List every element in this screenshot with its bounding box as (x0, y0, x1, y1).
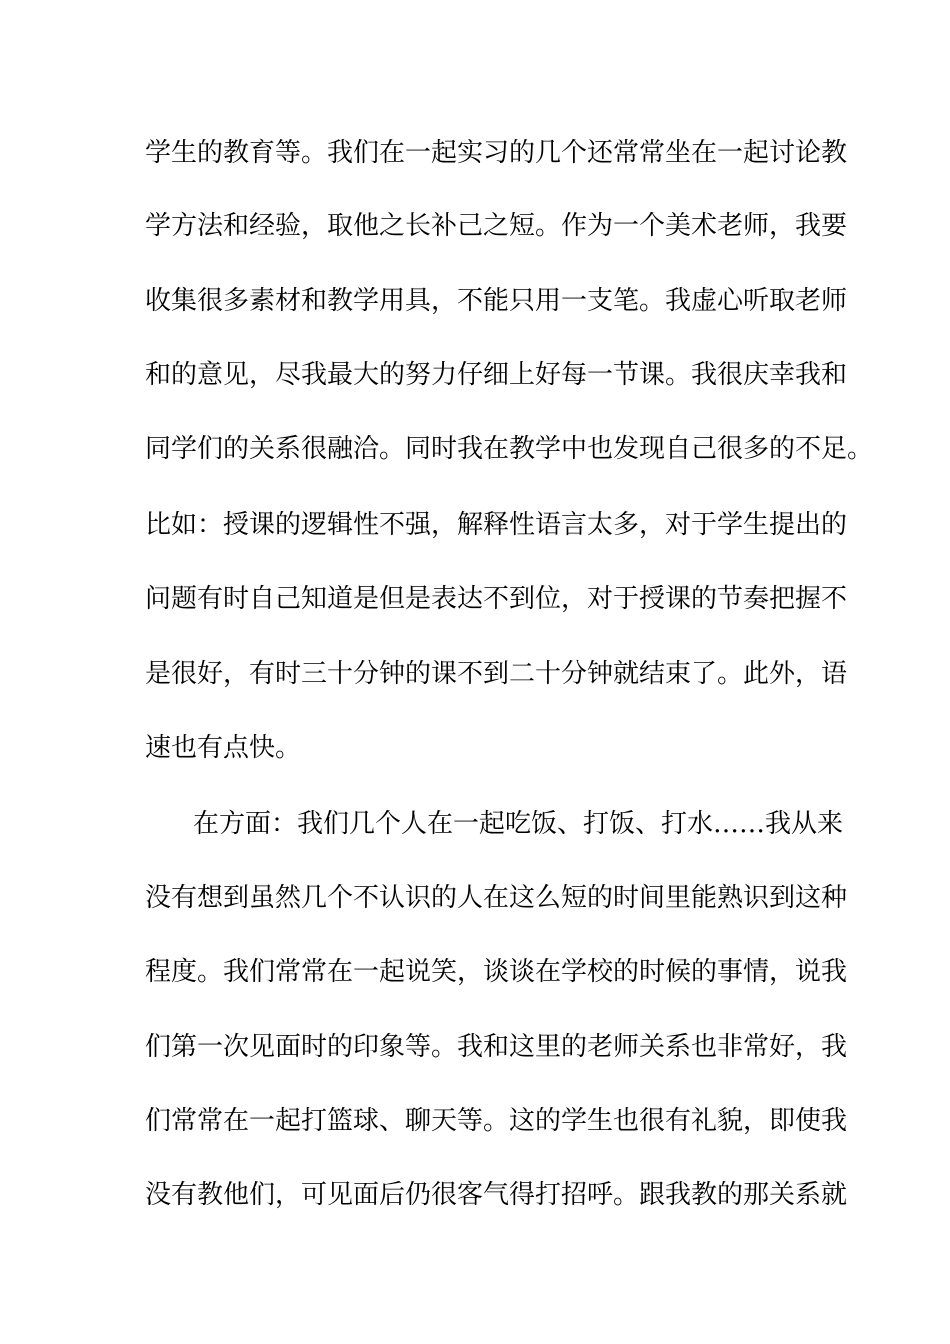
text-line: 没有教他们，可见面后仍很客气得打招呼。跟我教的那关系就 (145, 1180, 848, 1210)
text-line: 是很好，有时三十分钟的课不到二十分钟就结束了。此外，语 (145, 659, 848, 689)
text-line: 速也有点快。 (145, 733, 302, 763)
text-line: 问题有时自己知道是但是表达不到位，对于授课的节奏把握不 (145, 584, 848, 614)
text-line: 收集很多素材和教学用具，不能只用一支笔。我虚心听取老师 (145, 286, 848, 316)
text-line: 比如：授课的逻辑性不强，解释性语言太多，对于学生提出的 (145, 510, 848, 540)
paragraph-first-line: 在方面：我们几个人在一起吃饭、打饭、打水……我从来 (193, 809, 844, 839)
text-line: 和的意见，尽我最大的努力仔细上好每一节课。我很庆幸我和 (145, 360, 848, 390)
text-line: 们常常在一起打篮球、聊天等。这的学生也很有礼貌，即使我 (145, 1106, 848, 1136)
text-line: 没有想到虽然几个不认识的人在这么短的时间里能熟识到这种 (145, 883, 848, 913)
text-line: 学生的教育等。我们在一起实习的几个还常常坐在一起讨论教 (145, 138, 848, 168)
text-line: 程度。我们常常在一起说笑，谈谈在学校的时候的事情，说我 (145, 957, 848, 987)
text-line: 学方法和经验，取他之长补己之短。作为一个美术老师，我要 (145, 211, 848, 241)
text-line: 们第一次见面时的印象等。我和这里的老师关系也非常好，我 (145, 1032, 848, 1062)
text-line: 同学们的关系很融洽。同时我在教学中也发现自己很多的不足。 (145, 434, 874, 464)
